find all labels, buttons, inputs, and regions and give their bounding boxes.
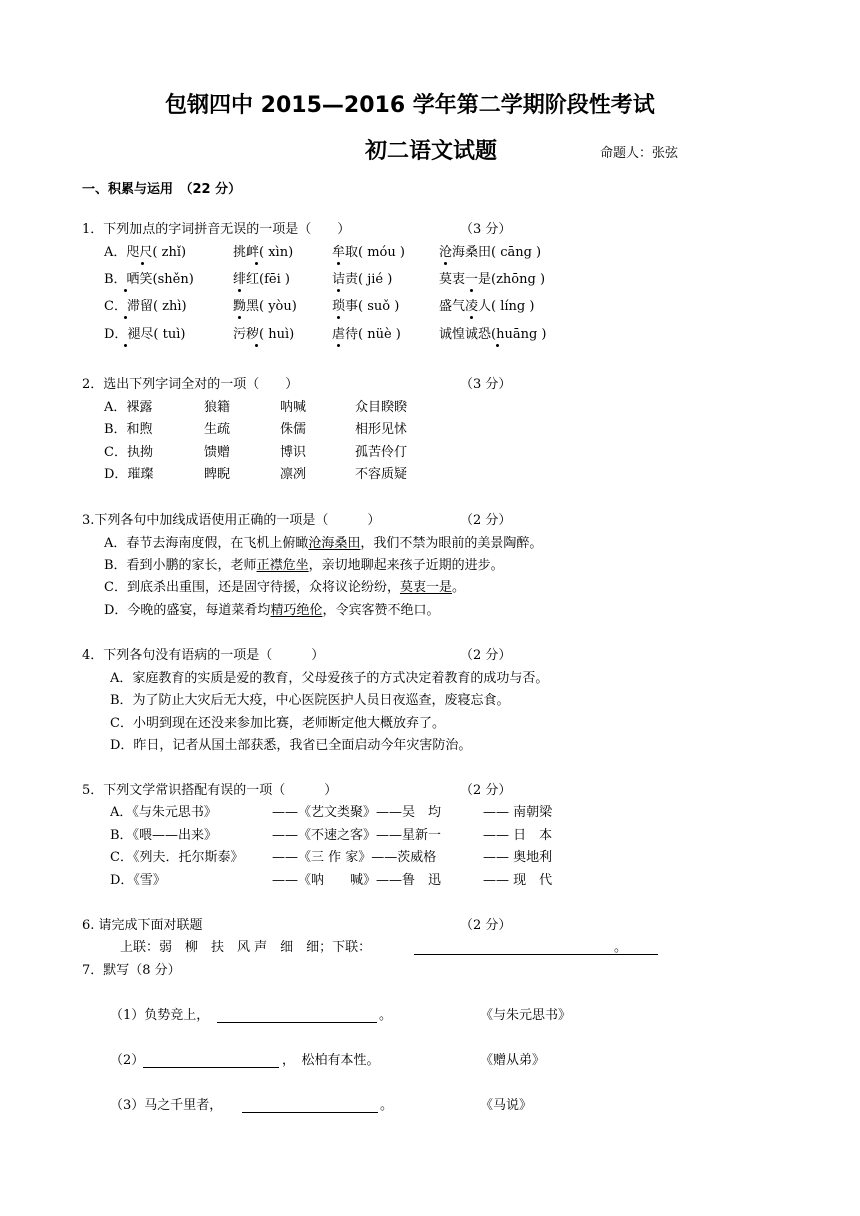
emphasis-dot: [255, 262, 258, 265]
option-c-source: ——《三 作 家》——茨威格: [272, 850, 437, 865]
recitation-2-pre: （2）: [110, 1053, 145, 1068]
author-line: 命题人：张弦: [600, 146, 679, 161]
option-d-source: ——《呐 喊》——鲁 迅: [272, 873, 442, 888]
option-c-origin: —— 奥地利: [483, 850, 553, 865]
question-score: （2 分）: [460, 918, 512, 933]
option-b: B．为了防止大灾后无大疫，中心医院医护人员日夜巡查，废寝忘食。: [110, 693, 510, 708]
emphasis-dot: [337, 344, 340, 347]
emphasis-dot: [337, 289, 340, 292]
exam-subtitle: 初二语文试题: [365, 139, 498, 164]
option-b-2: 绯红(fēi ): [233, 272, 290, 287]
recitation-1-post: 。: [379, 1008, 393, 1023]
option-a-origin: —— 南朝梁: [483, 805, 553, 820]
option-d-3: 凛冽: [280, 467, 307, 482]
option-a: A．春节去海南度假，在飞机上俯瞰沧海桑田，我们不禁为眼前的美景陶醉。: [104, 536, 543, 551]
option-a-source: ——《艺文类聚》——吴 均: [272, 805, 442, 820]
option-d: D．今晚的盛宴，每道菜肴均精巧绝伦，令宾客赞不绝口。: [104, 603, 440, 618]
underlined-idiom: 莫衷一是: [399, 580, 452, 595]
emphasis-dot: [337, 316, 340, 319]
option-d-3: 虐待( nüè ): [332, 327, 401, 342]
option-c-4: 孤苦伶仃: [355, 445, 408, 460]
recitation-1-pre: （1）负势竞上，: [110, 1008, 210, 1023]
option-c-4: 盛气凌人( líng ): [439, 299, 535, 314]
option-a-work: A．《与朱元思书》: [110, 805, 217, 820]
option-a-4: 众目睽睽: [355, 400, 408, 415]
underlined-idiom: 精巧绝伦: [270, 603, 323, 618]
emphasis-dot: [238, 316, 241, 319]
option-d-1: D．璀璨: [104, 467, 154, 482]
emphasis-dot: [255, 344, 258, 347]
answer-blank[interactable]: [242, 1112, 378, 1113]
option-d: D．昨日，记者从国土部获悉，我省已全面启动今年灾害防治。: [110, 738, 472, 753]
exam-title: 包钢四中 2015—2016 学年第二学期阶段性考试: [165, 93, 655, 118]
question-stem: 7．默写（8 分）: [82, 963, 181, 978]
option-b-work: B．《喂——出来》: [110, 828, 218, 843]
emphasis-dot: [124, 316, 127, 319]
recitation-3-post: 。: [380, 1098, 394, 1113]
emphasis-dot: [444, 262, 447, 265]
question-score: （2 分）: [460, 513, 512, 528]
option-b-3: 侏儒: [280, 422, 307, 437]
recitation-1-source: 《与朱元思书》: [480, 1008, 572, 1023]
option-b-4: 莫衷一是(zhōng ): [439, 272, 546, 287]
option-b-2: 生疏: [204, 422, 231, 437]
emphasis-dot: [141, 262, 144, 265]
option-b-1: B．和煦: [104, 422, 153, 437]
recitation-2-source: 《赠从弟》: [480, 1053, 546, 1068]
option-a-2: 挑衅( xìn): [233, 245, 294, 260]
emphasis-dot: [470, 289, 473, 292]
emphasis-dot: [337, 262, 340, 265]
question-stem: 6. 请完成下面对联题: [82, 918, 203, 933]
option-a-3: 牟取( móu ): [332, 245, 405, 260]
answer-blank[interactable]: [217, 1022, 377, 1023]
option-a: A．家庭教育的实质是爱的教育，父母爱孩子的方式决定着教育的成功与否。: [110, 671, 549, 686]
emphasis-dot: [238, 289, 241, 292]
option-c-3: 琐事( suǒ ): [332, 299, 400, 314]
option-c-3: 博识: [280, 445, 307, 460]
question-stem: 1．下列加点的字词拼音无误的一项是（ ）: [82, 222, 351, 237]
section-heading: 一、积累与运用 （22 分）: [82, 182, 242, 197]
option-c: C．小明到现在还没来参加比赛，老师断定他大概放弃了。: [110, 716, 445, 731]
answer-blank[interactable]: [143, 1067, 279, 1068]
question-stem: 2．选出下列字词全对的一项（ ）: [82, 377, 299, 392]
couplet-line: 上联：弱 柳 扶 风 声 细 细；下联：: [120, 940, 372, 955]
question-stem: 4．下列各句没有语病的一项是（ ）: [82, 648, 325, 663]
option-a-1: A．裸露: [104, 400, 153, 415]
emphasis-dot: [124, 289, 127, 292]
option-a-4: 沧海桑田( cāng ): [439, 245, 542, 260]
option-c-1: C．滞留( zhì): [104, 299, 187, 314]
option-d-1: D．褪尽( tuì): [104, 327, 186, 342]
option-d-2: 睥睨: [204, 467, 231, 482]
option-c-2: 黝黑( yòu): [233, 299, 297, 314]
option-c-1: C．执拗: [104, 445, 153, 460]
option-b-4: 相形见怵: [355, 422, 408, 437]
recitation-3-source: 《马说》: [480, 1098, 533, 1113]
option-a-3: 呐喊: [280, 400, 307, 415]
emphasis-dot: [470, 316, 473, 319]
option-c-work: C．《列夫．托尔斯泰》: [110, 850, 244, 865]
question-score: （2 分）: [460, 783, 512, 798]
recitation-3-pre: （3）马之千里者，: [110, 1098, 223, 1113]
option-a-2: 狼籍: [204, 400, 231, 415]
question-score: （3 分）: [460, 377, 512, 392]
underlined-idiom: 正襟危坐: [256, 558, 309, 573]
emphasis-dot: [124, 344, 127, 347]
option-d-2: 污秽( huì): [233, 327, 295, 342]
emphasis-dot: [496, 344, 499, 347]
option-c: C．到底杀出重围，还是固守待援，众将议论纷纷，莫衷一是。: [104, 580, 465, 595]
option-b-3: 诘责( jié ): [332, 272, 393, 287]
option-b-origin: —— 日 本: [483, 828, 553, 843]
option-d-4: 诚惶诚恐(huāng ): [439, 327, 547, 342]
option-b-1: B．哂笑(shěn): [104, 272, 194, 287]
question-stem: 3.下列各句中加线成语使用正确的一项是（ ）: [82, 513, 381, 528]
question-stem: 5．下列文学常识搭配有误的一项（ ）: [82, 783, 338, 798]
option-d-origin: —— 现 代: [483, 873, 553, 888]
recitation-2-post: ， 松柏有本性。: [282, 1053, 380, 1068]
option-a-1: A．咫尺( zhǐ): [104, 245, 187, 260]
underlined-idiom: 沧海桑田: [308, 536, 361, 551]
couplet-period: 。: [614, 940, 628, 955]
question-score: （3 分）: [460, 222, 512, 237]
option-d-4: 不容质疑: [355, 467, 408, 482]
option-b: B．看到小鹏的家长，老师正襟危坐，亲切地聊起来孩子近期的进步。: [104, 558, 504, 573]
option-b-source: ——《不速之客》——星新一: [272, 828, 442, 843]
question-score: （2 分）: [460, 648, 512, 663]
option-c-2: 馈赠: [204, 445, 231, 460]
option-d-work: D．《雪》: [110, 873, 166, 888]
